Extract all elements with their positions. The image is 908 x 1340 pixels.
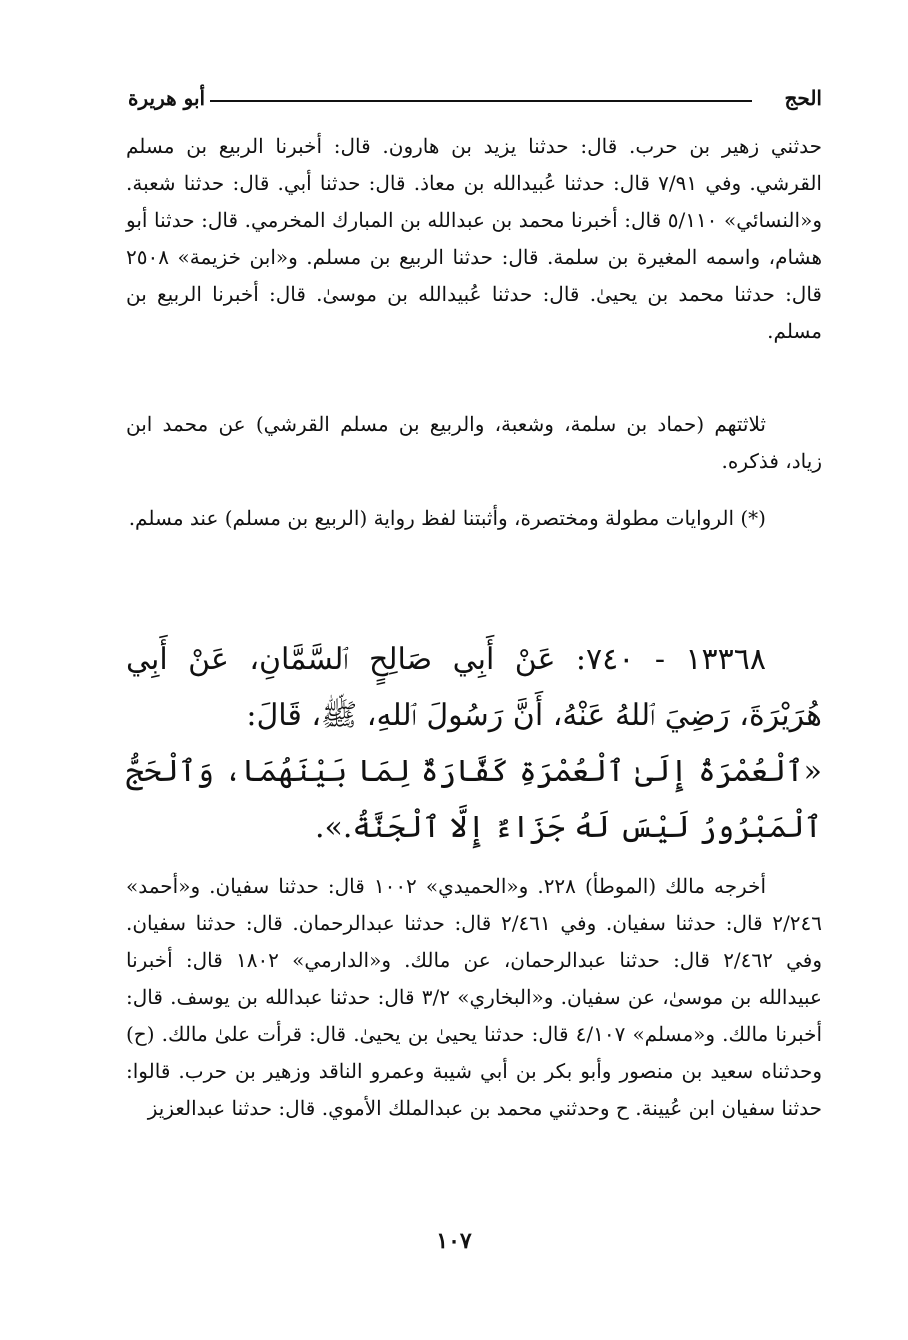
isnad-summary-paragraph: ثلاثتهم (حماد بن سلمة، وشعبة، والربيع بن مسلم القرشي) عن محمد ابن زياد، فذكره. bbox=[126, 412, 822, 473]
narrator-title: أبو هريرة bbox=[128, 86, 206, 110]
takhrij-paragraph: أخرجه مالك (الموطأ) ٢٢٨. و«الحميدي» ١٠٠٢ قال: حدثنا سفيان. و«أحمد» ٢/٢٤٦ قال: حدثنا سفيان. وفي ٢/٤٦١ قال: حدثنا عبدالرحمان. قال: حدثنا سفيان. وفي ٢/٤٦٢ قال: حدثنا عبدالرحمان، عن مالك. و«الدارمي» ١٨٠٢ قال: أخبرنا عبيدالله بن موسىٰ، عن سفيان. و«البخاري» ٣/٢ قال: حدثنا عبدالله بن يوسف. قال: أخبرنا مالك. و«مسلم» ٤/١٠٧ قال: حدثنا يحيىٰ بن يحيىٰ. قال: قرأت علىٰ مالك. (ح) وحدثناه سعيد بن منصور وأبو بكر بن أبي شيبة وعمرو الناقد وزهير بن حرب. قالوا: حدثنا سفيان ابن عُيينة. ح وحدثني محمد بن عبدالملك الأموي. قال: حدثنا عبدالعزيز bbox=[126, 874, 823, 1120]
running-header bbox=[128, 86, 822, 116]
isnad-paragraph: حدثني زهير بن حرب. قال: حدثنا يزيد بن هارون. قال: أخبرنا الربيع بن مسلم القرشي. وفي ٧/٩١ قال: حدثنا عُبيدالله بن معاذ. قال: حدثنا أبي. قال: حدثنا شعبة. و«النسائي» ٥/١١٠ قال: أخبرنا محمد بن عبدالله بن المبارك المخرمي. قال: حدثنا أبو هشام، واسمه المغيرة بن سلمة. قال: حدثنا الربيع بن مسلم. و«ابن خزيمة» ٢٥٠٨ قال: حدثنا محمد بن يحيىٰ. قال: حدثنا عُبيدالله بن موسىٰ. قال: أخبرنا الربيع بن مسلم. bbox=[126, 134, 822, 343]
header-rule bbox=[210, 100, 752, 102]
footnote-paragraph: (*) الروايات مطولة ومختصرة، وأثبتنا لفظ رواية (الربيع بن مسلم) عند مسلم. bbox=[128, 506, 766, 530]
page-number: ١٠٧ bbox=[436, 1228, 472, 1254]
hadith-chain: ١٣٣٦٨ - ٧٤٠: عَنْ أَبِي صَالِحٍ ٱلسَّمَّانِ، عَنْ أَبِي هُرَيْرَةَ، رَضِيَ ٱللهُ عَنْهُ، أَنَّ رَسُولَ ٱللهِ، ﷺ، قَالَ: bbox=[126, 642, 822, 733]
chapter-title: الحج bbox=[784, 86, 822, 110]
hadith-text: «ٱلْعُمْرَةُ إِلَىٰ ٱلْعُمْرَةِ كَفَّارَةٌ لِمَا بَيْنَهُمَا، وَٱلْحَجُّ ٱلْمَبْرُورُ لَيْسَ لَهُ جَزَاءٌ إِلَّا ٱلْجَنَّةُ.». bbox=[126, 754, 822, 845]
